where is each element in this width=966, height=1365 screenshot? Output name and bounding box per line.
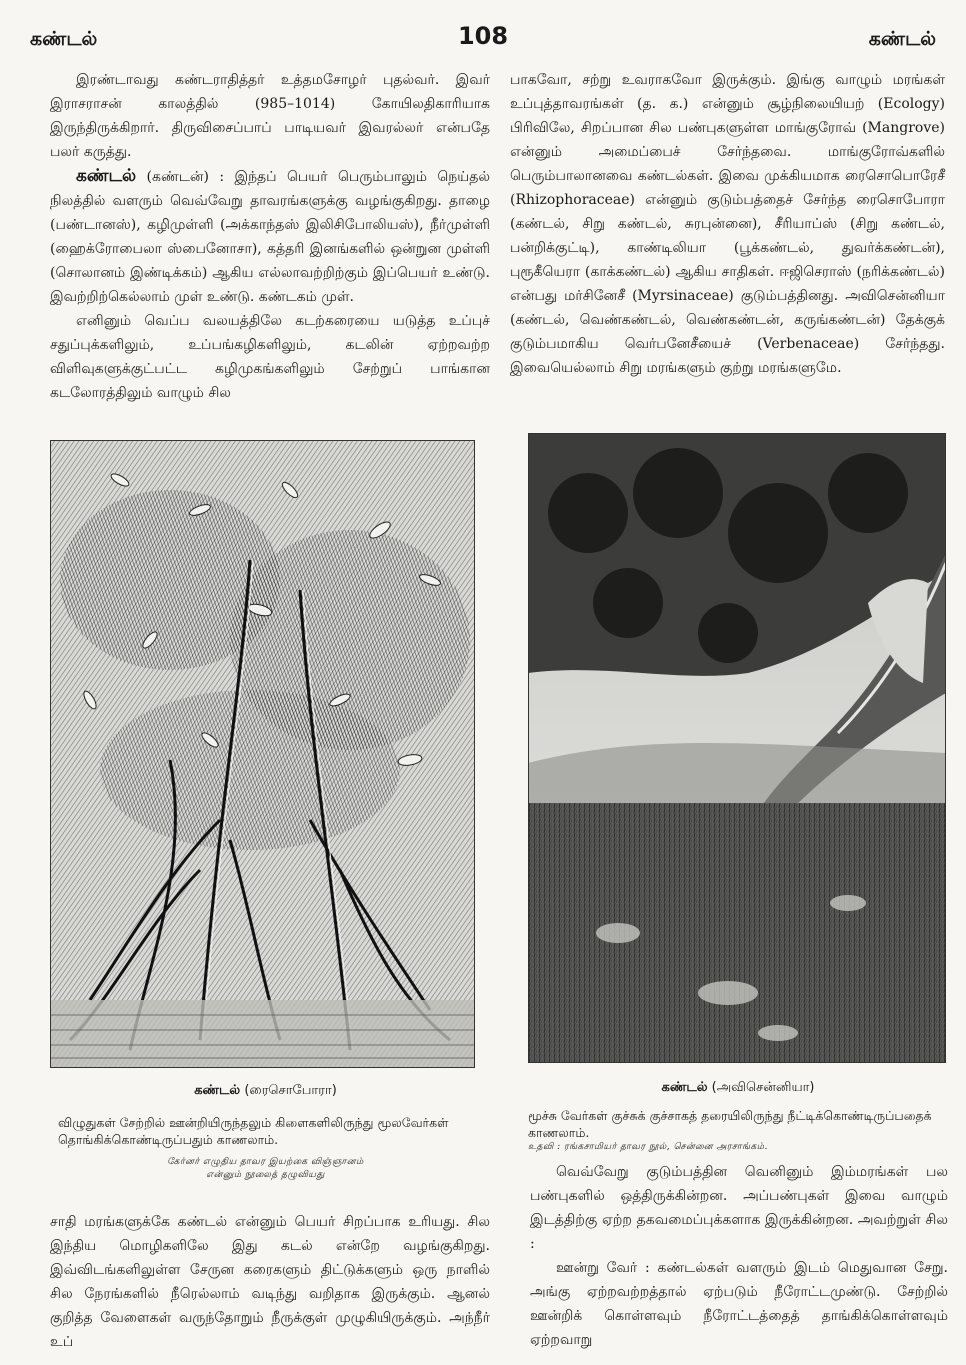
figure-rhizophora-image [50, 440, 475, 1068]
running-head-left: கண்டல் [30, 28, 98, 50]
left-column-bottom [50, 1210, 490, 1354]
page-number: 108 [457, 22, 509, 50]
caption-title [528, 1079, 948, 1097]
running-head-right: கண்டல் [868, 28, 936, 50]
caption-credit-line: கேர்னர் எழுதிய தாவர இயற்கை விஞ்ஞானம் [167, 1157, 364, 1167]
paragraph: வெவ்வேறு குடும்பத்தின வெனினும் இம்மரங்கள் பல பண்புகளில் ஒத்திருக்கின்றன. அப்பண்புகள் இவை வாழும் இடத்திற்கு ஏற்ற தகவமைப்புக்களாக இருக்கின்றன. அவற்றுள் சில : [530, 1164, 948, 1252]
paragraph: ஊன்று வேர் : கண்டல்கள் வளரும் இடம் மெதுவான சேறு. அங்கு ஏற்றவற்றத்தால் ஏற்படும் நீரோட்டமுண்டு. சேற்றில் ஊன்றிக் கொள்ளவும் நீரோட்டத்தைத் தாங்கிக்கொள்ளவும் ஏற்றவாறு [530, 1260, 948, 1348]
caption-credit [58, 1156, 473, 1182]
paragraph: பாகவோ, சற்று உவராகவோ இருக்கும். இங்கு வாழும் மரங்கள் உப்புத்தாவரங்கள் (த. க.) என்னும் சூழ்நிலையியற் (Ecology) பிரிவிலே, சிறப்பான சில பண்புகளுள்ள மாங்குரோவ் (Mangrove) என்னும் அமைப்பைச் சேர்ந்தவை. மாங்குரோவ்களில் பெரும்பாலானவை கண்டல்கள். இவை முக்கியமாக ரைசொபொரேசீ (Rhizophoraceae) என்னும் குடும்பத்தைச் சேர்ந்த ரைசொபோரா (கண்டல், சிறு கண்டல், சுரபுன்னை), சீரியாப்ஸ் (சிறு கண்டல், பன்றிக்குட்டி), காண்டிலியா (பூக்கண்டல், துவர்க்கண்டன்), புரூகீயெரா (காக்கண்டல்) ஆகிய சாதிகள். ஈஜிசெராஸ் (நரிக்கண்டல்) என்பது மர்சினேசீ (Myrsinaceae) குடும்பத்தினது. அவிசென்னியா (கண்டல், வெண்கண்டல், வெண்கண்டன், கருங்கண்டன்) தேக்குக் குடும்பமாகிய வெர்பனேசீயைச் (Verbenaceae) சேர்ந்தது. இவையெல்லாம் சிறு மரங்களும் குற்று மரங்களுமே. [510, 72, 945, 376]
caption-rhizophora [58, 1082, 473, 1182]
caption-title-species: (ரைசொபோரா) [240, 1083, 337, 1098]
running-head [30, 18, 936, 58]
left-column-top [50, 68, 490, 405]
caption-title [58, 1082, 473, 1100]
entry-text: (கண்டன்) : இந்தப் பெயர் பெரும்பாலும் நெய்தல் நிலத்தில் வளரும் வெவ்வேறு தாவரங்களுக்கு வழங்குகிறது. தாழை (பண்டானஸ்), கழிமுள்ளி (அக்காந்தஸ் இலிசிபோலியஸ்), நீர்முள்ளி (ஹைக்ரோபைலா ஸ்பைனோசா), கத்தரி இனங்களில் ஒன்றுன முள்ளி (சொலானம் இண்டிக்கம்) ஆகிய எல்லாவற்றிற்கும் இப்பெயர் உண்டு. இவற்றிற்கெல்லாம் முள் உண்டு. கண்டகம் முள். [50, 169, 490, 305]
caption-title-bold: கண்டல் [661, 1080, 708, 1095]
caption-title-bold: கண்டல் [194, 1083, 241, 1098]
paragraph: எனினும் வெப்ப வலயத்திலே கடற்கரையை யடுத்த உப்புச் சதுப்புக்களிலும், உப்பங்கழிகளிலும், கடலின் ஏற்றவற்ற விளிவுகளுக்குட்பட்ட கழிமுகங்களிலும் சேற்றுப் பாங்கான கடலோரத்திலும் வாழும் சில [50, 313, 490, 401]
right-column-bottom [530, 1160, 948, 1352]
caption-description: விழுதுகள் சேற்றில் ஊன்றியிருந்தலும் கிளைகளிலிருந்து மூலவேர்கள் தொங்கிக்கொண்டிருப்பதும் காணலாம். [58, 1115, 449, 1147]
caption-description: மூச்சு வேர்கள் குச்சுக் குச்சாகத் தரையிலிருந்து நீட்டிக்கொண்டிருப்பதைக் காணலாம். [528, 1108, 932, 1140]
entry-paragraph [50, 164, 490, 309]
caption-credit: உதவி : ரங்கசாமியர் தாவர நூல், சென்னை அரசாங்கம். [528, 1142, 768, 1152]
paragraph: இரண்டாவது கண்டராதித்தர் உத்தமசோழர் புதல்வர். இவர் இராசராசன் காலத்தில் (985–1014) கோயிலதிகாரியாக இருந்திருக்கிறார். திருவிசைப்பாப் பாடியவர் இவரல்லர் என்பதே பலர் கருத்து. [50, 72, 490, 160]
paragraph: சாதி மரங்களுக்கே கண்டல் என்னும் பெயர் சிறப்பாக உரியது. சில இந்திய மொழிகளிலே இது கடல் என்றே வழங்குகிறது. இவ்விடங்களிலுள்ள சேருன கரைகளும் திட்டுக்களும் ஒரு நாளில் சில நேரங்களில் நீரெல்லாம் வடிந்து வறிதாக இருக்கும். ஆனல் குறித்த வேளைகள் வருந்தோறும் நீருக்குள் முழுகியிருக்கும். அந்நீர் உப் [50, 1214, 490, 1350]
caption-avicennia [528, 1079, 948, 1154]
entry-headword: கண்டல் [76, 166, 137, 186]
right-column-top [510, 68, 945, 380]
caption-title-species: (அவிசென்னியா) [707, 1080, 815, 1095]
figure-avicennia-image [528, 433, 946, 1063]
caption-credit-line: என்னும் நூலைத் தழுவியது [206, 1170, 325, 1180]
